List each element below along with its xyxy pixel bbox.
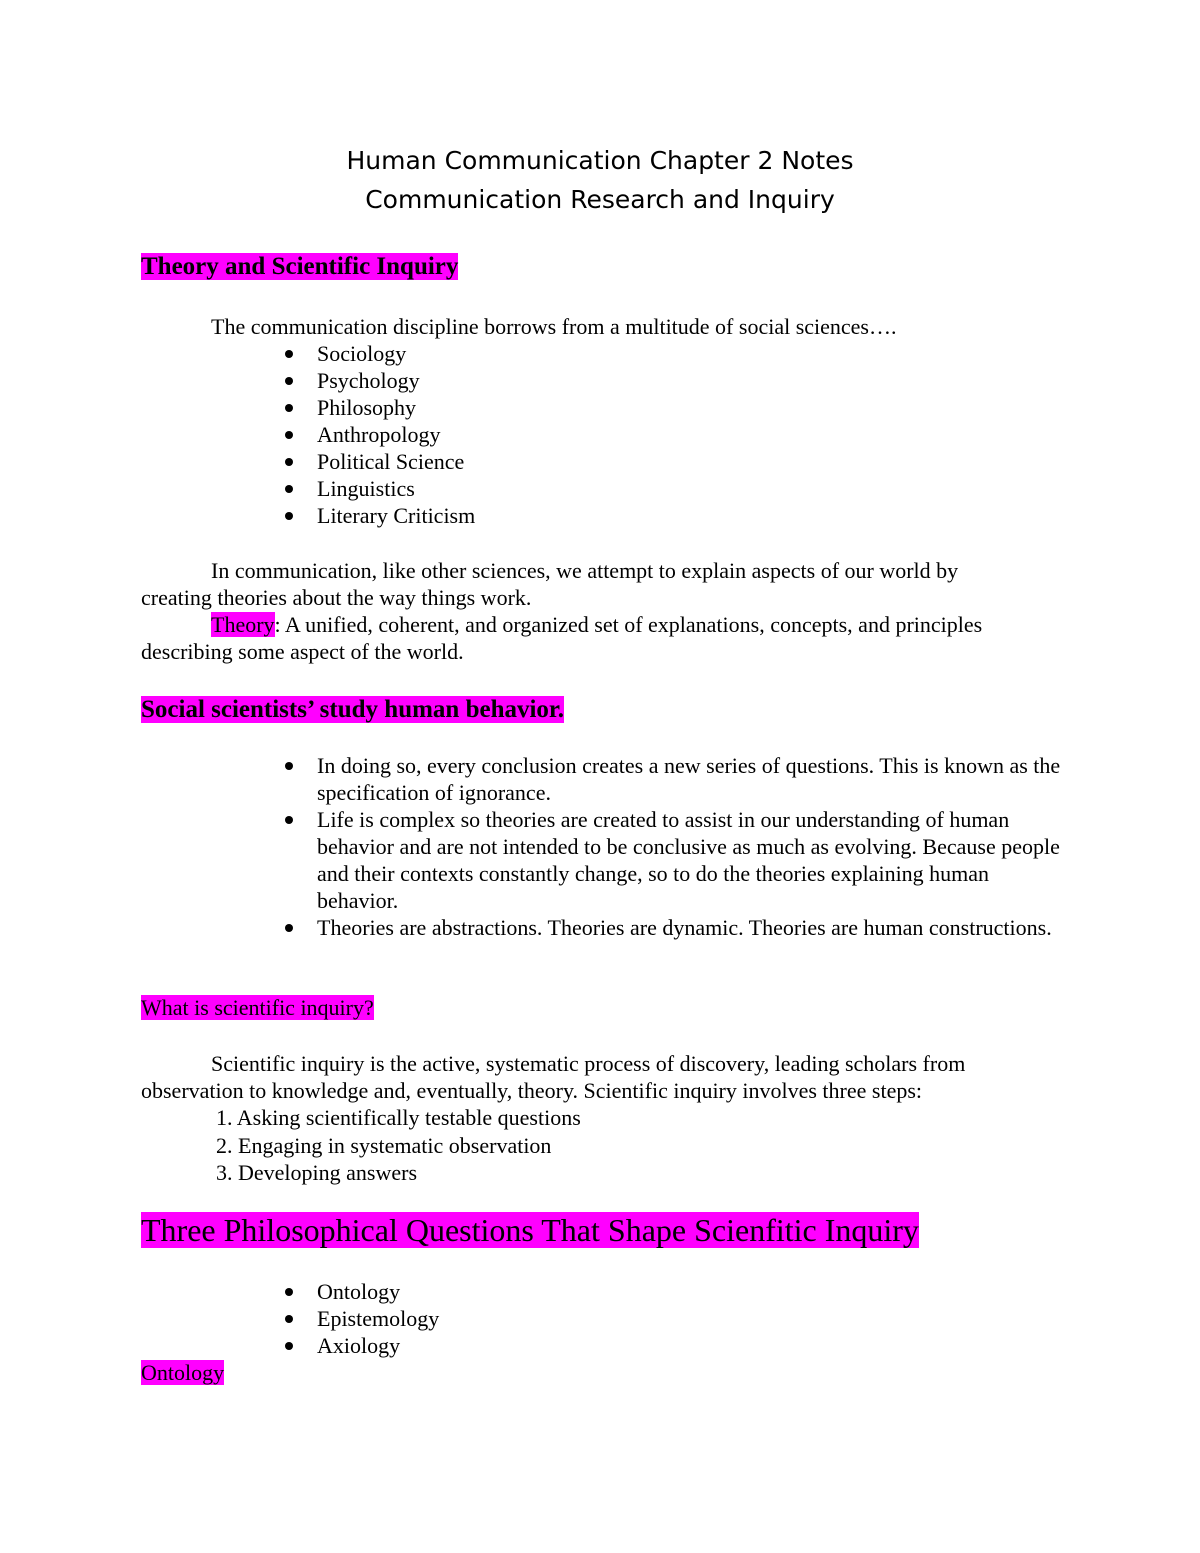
list-item: Literary Criticism (282, 502, 475, 529)
paragraph-line: In communication, like other sciences, we attempt to explain aspects of our world by (211, 558, 959, 583)
paragraph-line: observation to knowledge and, eventually, theory. Scientific inquiry involves three steps: (141, 1078, 923, 1103)
philosophical-questions-list (282, 1278, 439, 1359)
list-item: Epistemology (282, 1305, 439, 1332)
list-item: Axiology (282, 1332, 439, 1359)
list-item: Philosophy (282, 394, 475, 421)
paragraph-line: creating theories about the way things work. (141, 585, 532, 610)
theory-definition (211, 611, 982, 638)
list-item: In doing so, every conclusion creates a new series of questions. This is known as the specification of ignorance. (282, 752, 1072, 806)
subheading-ontology (141, 1359, 224, 1386)
social-sciences-list (282, 340, 475, 529)
social-science-points-list (282, 752, 1072, 941)
doc-subtitle: Communication Research and Inquiry (365, 185, 835, 214)
paragraph-line: describing some aspect of the world. (141, 639, 464, 664)
section-heading-philosophical-questions (141, 1211, 919, 1249)
theory-term: Theory (211, 612, 275, 637)
doc-title: Human Communication Chapter 2 Notes (346, 146, 854, 175)
theory-definition-text: : A unified, coherent, and organized set of explanations, concepts, and principles (274, 612, 983, 637)
section-heading-scientific-inquiry (141, 994, 374, 1021)
list-item: Psychology (282, 367, 475, 394)
intro-text: The communication discipline borrows from a multitude of social sciences…. (211, 314, 897, 339)
list-item: 2. Engaging in systematic observation (216, 1132, 552, 1158)
paragraph-line: Scientific inquiry is the active, systematic process of discovery, leading scholars from (211, 1051, 966, 1076)
list-item: 3. Developing answers (216, 1160, 418, 1185)
list-item: Anthropology (282, 421, 475, 448)
heading-text: Ontology (141, 1360, 225, 1385)
inquiry-steps-list (216, 1104, 581, 1187)
list-item: Ontology (282, 1278, 439, 1305)
heading-text: Theory and Scientific Inquiry (141, 253, 459, 280)
list-item: Life is complex so theories are created to assist in our understanding of human behavior and are not intended to be conclusive as much as evolving. Because people and their contexts constantly change, so to do the theories explaining human behavior. (282, 806, 1072, 914)
list-item: Theories are abstractions. Theories are dynamic. Theories are human constructions. (282, 914, 1072, 941)
section-heading-theory (141, 251, 458, 282)
list-item: 1. Asking scientifically testable questions (216, 1105, 581, 1130)
list-item: Political Science (282, 448, 475, 475)
list-item: Linguistics (282, 475, 475, 502)
list-item: Sociology (282, 340, 475, 367)
section-heading-social-scientists (141, 694, 564, 725)
heading-text: What is scientific inquiry? (141, 995, 374, 1020)
heading-text: Three Philosophical Questions That Shape Scienfitic Inquiry (141, 1212, 919, 1248)
heading-text: Social scientists’ study human behavior. (141, 696, 564, 723)
